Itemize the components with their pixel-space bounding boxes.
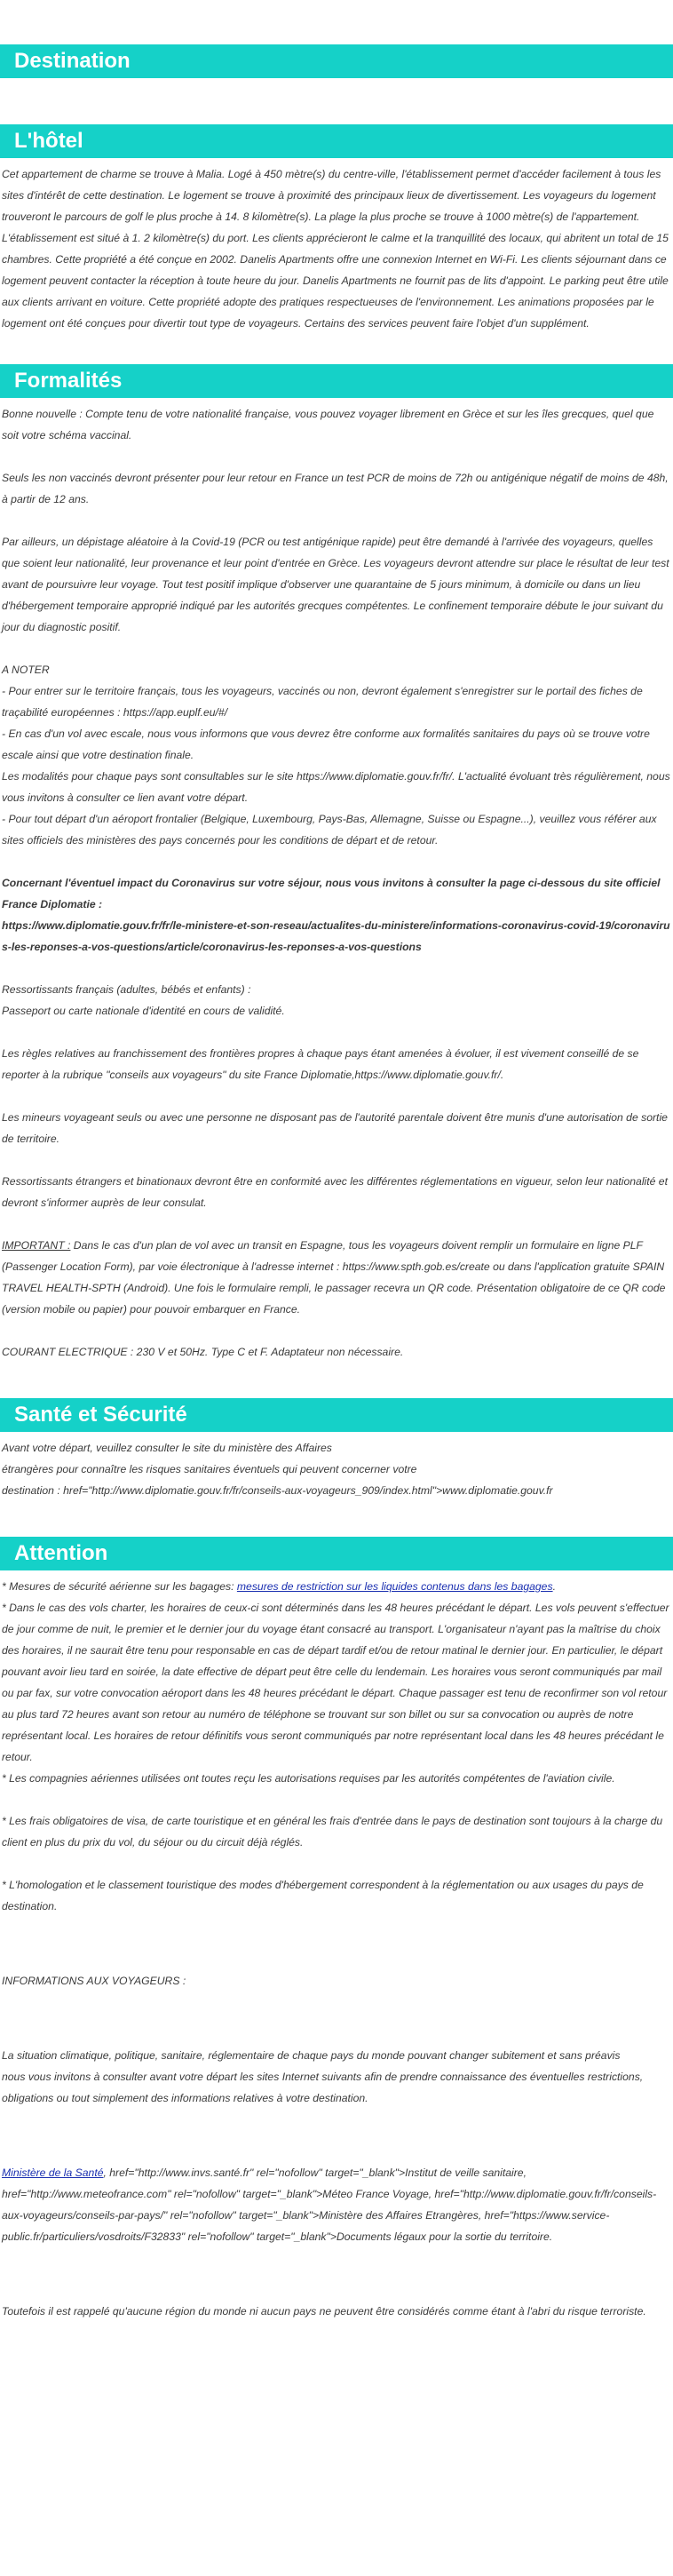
noter-item-3: Les modalités pour chaque pays sont consultables sur le site https://www.diplomatie.gouv.fr/fr/. L'actualité évoluant très régulièrement, nous vous invitons à consulter ce lien avant votre départ. xyxy=(2,770,670,804)
formalites-p2: Seuls les non vaccinés devront présenter pour leur retour en France un test PCR de moins de 72h ou antigénique négatif de moins de 48h, à partir de 12 ans. xyxy=(2,472,669,505)
regles-text: Les règles relatives au franchissement des frontières propres à chaque pays étant amenées à évoluer, il est vivement conseillé de se reporter à la rubrique "conseils aux voyageurs" du site France Diplomatie,https://www.diplomatie.gouv.fr/. xyxy=(2,1047,639,1081)
formalites-p1: Bonne nouvelle : Compte tenu de votre nationalité française, vous pouvez voyager librement en Grèce et sur les îles grecques, quel que soit votre schéma vaccinal. xyxy=(2,408,654,441)
terrorisme-text: Toutefois il est rappelé qu'aucune région du monde ni aucun pays ne peuvent être considérés comme étant à l'abri du risque terroriste. xyxy=(2,2305,646,2318)
etrangers-text: Ressortissants étrangers et binationaux devront être en conformité avec les différentes réglementations en vigueur, selon leur nationalité et devront s'informer auprès de leur consulat. xyxy=(2,1175,668,1209)
liquides-restriction-link[interactable]: mesures de restriction sur les liquides contenus dans les bagages xyxy=(236,1580,553,1593)
mesures-prefix: * Mesures de sécurité aérienne sur les bagages: xyxy=(2,1580,237,1593)
situation-line-2: nous vous invitons à consulter avant votre départ les sites Internet suivants afin de prendre connaissance des éventuelles restrictions, obligations ou tout simplement des informations relatives à votre destination. xyxy=(2,2071,644,2104)
infos-voyageurs-title: INFORMATIONS AUX VOYAGEURS : xyxy=(2,1975,186,1987)
section-title-attention: Attention xyxy=(0,1537,673,1570)
sante-line-2: étrangères pour connaître les risques sanitaires éventuels qui peuvent concerner votre xyxy=(2,1463,417,1475)
important-notice xyxy=(2,1235,671,1320)
situation-line-1: La situation climatique, politique, sanitaire, réglementaire de chaque pays du monde pouvant changer subitement et sans préavis xyxy=(2,2049,621,2062)
coronavirus-notice-text: Concernant l'éventuel impact du Coronavirus sur votre séjour, nous vous invitons à consulter la page ci-dessous du site officiel France Diplomatie : xyxy=(2,877,661,910)
coronavirus-notice-url: https://www.diplomatie.gouv.fr/fr/le-ministere-et-son-reseau/actualites-du-ministere/informations-coronavirus-covid-19/coronavirus-les-reponses-a-vos-questions/article/coronavirus-les-reponses-a-vos-questions xyxy=(2,919,670,953)
section-title-sante: Santé et Sécurité xyxy=(0,1398,673,1432)
formalites-p3: Par ailleurs, un dépistage aléatoire à la Covid-19 (PCR ou test antigénique rapide) peut être demandé à l'arrivée des voyageurs, quelles que soient leur nationalité, leur provenance et leur point d'entrée en Grèce. Les voyageurs devront attendre sur place le résultat de leur test avant de poursuivre leur voyage. Tout test positif implique d'observer une quarantaine de 5 jours minimum, à domicile ou dans un lieu d'hébergement temporaire approprié indiqué par les autorités grecques compétentes. Le confinement temporaire débute le jour suivant du jour du diagnostic positif. xyxy=(2,536,669,633)
section-title-destination: Destination xyxy=(0,44,673,78)
mesures-securite xyxy=(2,1576,671,1597)
noter-item-1: - Pour entrer sur le territoire français, tous les voyageurs, vaccinés ou non, devront également s'enregistrer sur le portail des fiches de traçabilité européennes : https://app.euplf.eu/#/ xyxy=(2,685,643,719)
liens-utiles-text: , href="http://www.invs.santé.fr" rel="nofollow" target="_blank">Institut de veille sanitaire, href="http://www.meteofrance.com" rel="nofollow" target="_blank">Méteo France Voyage, href="http://www.diplomatie.gouv.fr/fr/conseils-aux-voyageurs/conseils-par-pays/" rel="nofollow" target="_blank">Ministère des Affaires Etrangères, href="https://www.service-public.fr/particuliers/vosdroits/F32833" rel="nofollow" target="_blank">Documents légaux pour la sortie du territoire. xyxy=(2,2167,657,2243)
formalites-content xyxy=(0,403,673,1363)
sante-line-1: Avant votre départ, veuillez consulter le site du ministère des Affaires xyxy=(2,1442,332,1454)
section-title-formalites: Formalités xyxy=(0,364,673,398)
frais-text: * Les frais obligatoires de visa, de carte touristique et en général les frais d'entrée dans le pays de destination sont toujours à la charge du client en plus du prix du vol, du séjour ou du circuit déjà réglés. xyxy=(2,1815,663,1849)
courant-electrique: COURANT ELECTRIQUE : 230 V et 50Hz. Type C et F. Adaptateur non nécessaire. xyxy=(2,1346,404,1358)
sante-content xyxy=(0,1437,673,1501)
vols-charter-text: * Dans le cas des vols charter, les horaires de ceux-ci sont déterminés dans les 48 heures précédant le départ. Les vols peuvent s'effectuer de jour comme de nuit, le premier et le dernier jour du voyage étant consacré au transport. L'organisateur n'ayant pas la maîtrise du choix des horaires, il ne saurait être tenu pour responsable en cas de départ tardif et/ou de retour matinal le dernier jour. En particulier, le départ pouvant avoir lieu tard en soirée, la date effective de départ peut être celle du lendemain. Les horaires vous seront communiqués par mail ou par fax, sur votre convocation aéroport dans les 48 heures précédant le départ. Chaque passager est tenu de reconfirmer son vol retour au plus tard 72 heures avant son retour au numéro de téléphone se trouvant sur son billet ou sur sa convocation ou auprès de notre représentant local. Les horaires de retour définitifs vous seront communiqués par notre représentant local dans les 48 heures précédant le retour. xyxy=(2,1602,669,1763)
important-label: IMPORTANT : xyxy=(2,1239,71,1252)
sante-line-3: destination : href="http://www.diplomatie.gouv.fr/fr/conseils-aux-voyageurs_909/index.html">www.diplomatie.gouv.fr xyxy=(2,1484,553,1497)
hotel-description xyxy=(0,163,673,334)
liens-utiles xyxy=(2,2162,671,2247)
mesures-suffix: . xyxy=(552,1580,556,1593)
ministere-sante-link[interactable]: Ministère de la Santé xyxy=(2,2167,104,2179)
noter-item-2: - En cas d'un vol avec escale, nous vous informons que vous devrez être conforme aux formalités sanitaires du pays où se trouve votre escale ainsi que votre destination finale. xyxy=(2,727,650,761)
ressortissants-line-1: Ressortissants français (adultes, bébés et enfants) : xyxy=(2,983,251,996)
important-text: Dans le cas d'un plan de vol avec un transit en Espagne, tous les voyageurs doivent remplir un formulaire en ligne PLF (Passenger Location Form), par voie électronique à l'adresse internet : https://www.spth.gob.es/create ou dans l'application gratuite SPAIN TRAVEL HEALTH-SPTH (Android). Une fois le formulaire rempli, le passager recevra un QR code. Présentation obligatoire de ce QR code (version mobile ou papier) pour pouvoir embarquer en France. xyxy=(2,1239,666,1316)
noter-title: A NOTER xyxy=(2,664,50,676)
ressortissants-line-2: Passeport ou carte nationale d'identité en cours de validité. xyxy=(2,1005,285,1017)
homologation-text: * L'homologation et le classement touristique des modes d'hébergement correspondent à la réglementation ou aux usages du pays de destination. xyxy=(2,1879,644,1912)
compagnies-text: * Les compagnies aériennes utilisées ont toutes reçu les autorisations requises par les autorités compétentes de l'aviation civile. xyxy=(2,1772,615,1785)
noter-item-4: - Pour tout départ d'un aéroport frontalier (Belgique, Luxembourg, Pays-Bas, Allemagne, Suisse ou Espagne...), veuillez vous référer aux sites officiels des ministères des pays concernés pour les conditions de départ et de retour. xyxy=(2,813,657,847)
section-title-hotel: L'hôtel xyxy=(0,124,673,158)
mineurs-text: Les mineurs voyageant seuls ou avec une personne ne disposant pas de l'autorité parentale doivent être munis d'une autorisation de sortie de territoire. xyxy=(2,1111,668,1145)
attention-content xyxy=(0,1576,673,2322)
coronavirus-notice xyxy=(2,872,671,958)
hotel-text: Cet appartement de charme se trouve à Malia. Logé à 450 mètre(s) du centre-ville, l'établissement permet d'accéder facilement à tous les sites d'intérêt de cette destination. Le logement se trouve à proximité des principaux lieux de divertissement. Les voyageurs du logement trouveront le parcours de golf le plus proche à 14. 8 kilomètre(s). La plage la plus proche se trouve à 1000 mètre(s) de l'appartement. L'établissement est situé à 1. 2 kilomètre(s) du port. Les clients apprécieront le calme et la tranquillité des locaux, qui abritent un total de 15 chambres. Cette propriété a été conçue en 2002. Danelis Apartments offre une connexion Internet en Wi-Fi. Les clients séjournant dans ce logement peuvent contacter la réception à toute heure du jour. Danelis Apartments ne fournit pas de lits d'appoint. Le parking peut être utile aux clients arrivant en voiture. Cette propriété adopte des pratiques respectueuses de l'environnement. Les animations proposées par le logement ont été conçues pour divertir tout type de voyageurs. Certains des services peuvent faire l'objet d'un supplément. xyxy=(2,168,669,330)
